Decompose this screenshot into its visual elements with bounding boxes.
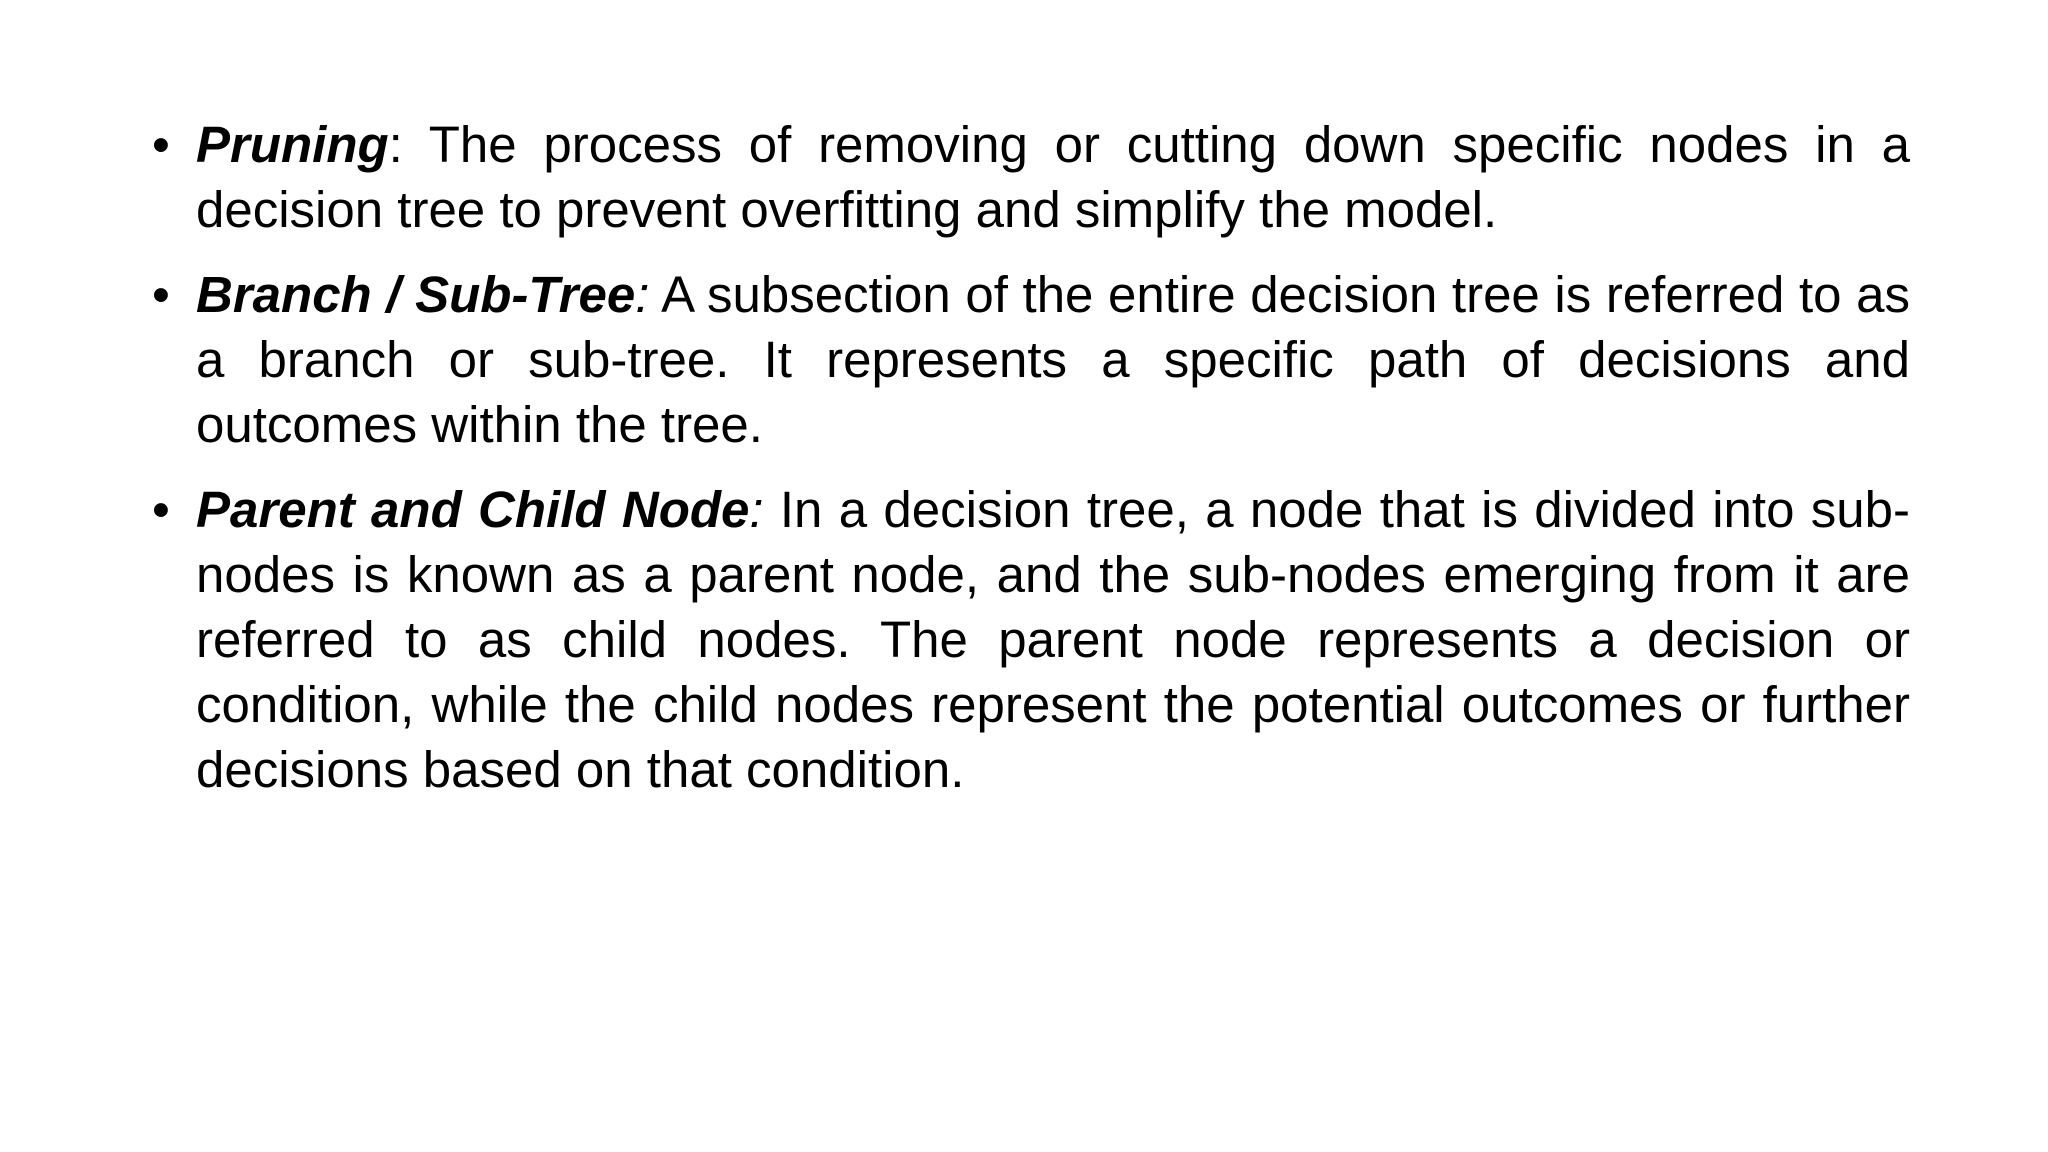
bullet-dot-icon: • bbox=[152, 481, 170, 538]
term-branch: Branch / Sub-Tree bbox=[196, 266, 636, 323]
term-separator: : bbox=[749, 481, 764, 538]
definition-branch: A subsection of the entire decision tree is referred to as a branch or sub-tree. It represents a specific path of decisions and outcomes within the tree. bbox=[196, 266, 1910, 453]
bullet-item-pruning bbox=[150, 112, 1910, 242]
definition-parent-child: In a decision tree, a node that is divided into sub-nodes is known as a parent node, and the sub-nodes emerging from it are referred to as child nodes. The parent node represents a decision or condition, while the child nodes represent the potential outcomes or further decisions based on that condition. bbox=[196, 481, 1910, 798]
bullet-list bbox=[150, 112, 1910, 822]
term-separator: : bbox=[388, 116, 403, 173]
bullet-item-branch bbox=[150, 262, 1910, 457]
definition-pruning: The process of removing or cutting down specific nodes in a decision tree to prevent overfitting and simplify the model. bbox=[196, 116, 1910, 238]
term-pruning: Pruning bbox=[196, 116, 389, 173]
bullet-dot-icon: • bbox=[152, 266, 170, 323]
term-parent-child: Parent and Child Node bbox=[196, 481, 750, 538]
bullet-dot-icon: • bbox=[152, 116, 170, 173]
bullet-item-parent-child bbox=[150, 477, 1910, 802]
term-separator: : bbox=[635, 266, 650, 323]
